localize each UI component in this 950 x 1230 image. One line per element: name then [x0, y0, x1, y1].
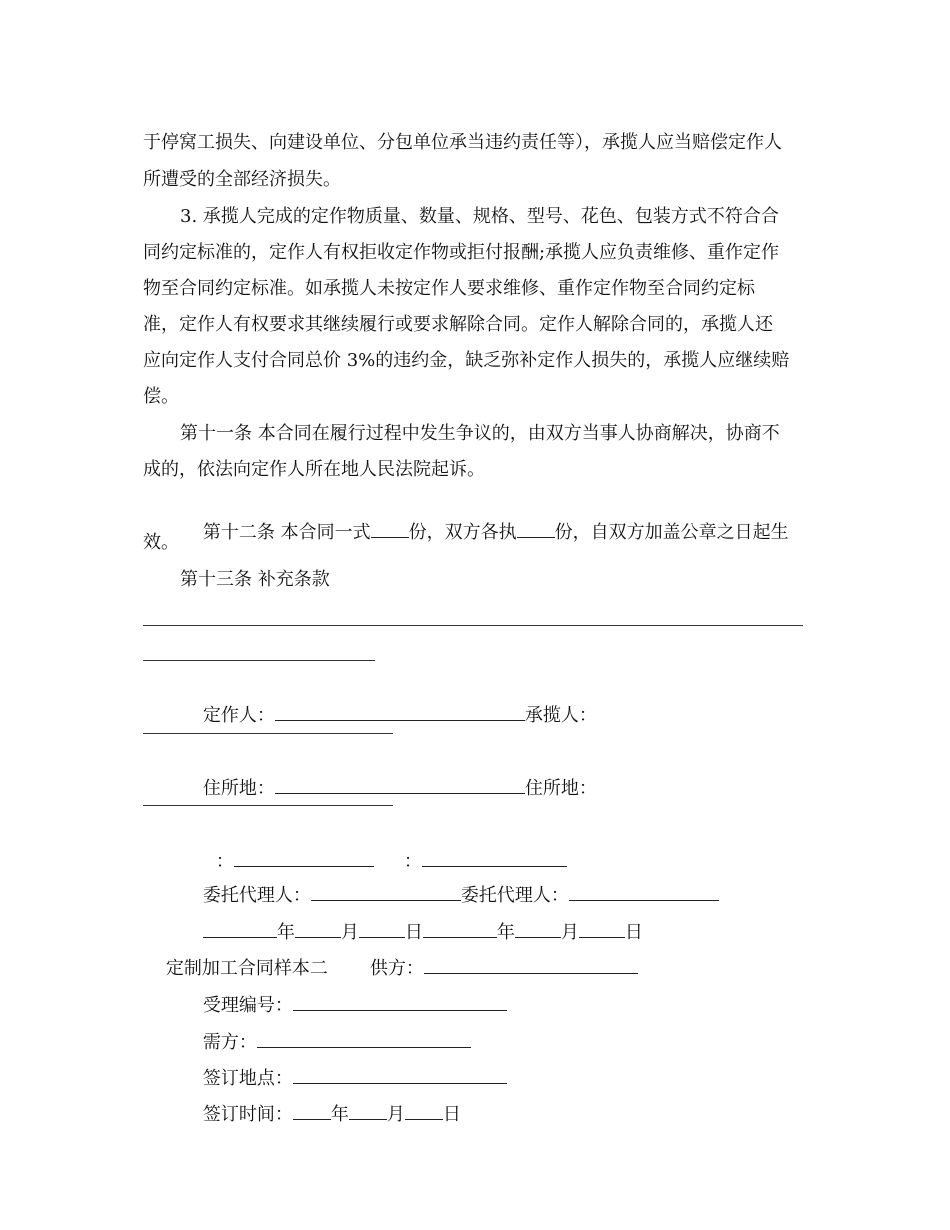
month-a-label: 月 [340, 922, 359, 943]
text-line: 所遭受的全部经济损失。 [143, 169, 341, 190]
text-line: 同约定标准的，定作人有权拒收定作物或拒付报酬;承揽人应负责维修、重作定作 [143, 242, 780, 263]
agent-b-label: 委托代理人： [460, 885, 569, 906]
text-line: 于停窝工损失、向建设单位、分包单位承当违约责任等），承揽人应当赔偿定作人 [143, 132, 782, 153]
party-b-label: 承揽人： [524, 705, 597, 726]
address-a-blank [275, 775, 525, 794]
address-line [180, 751, 597, 799]
address-b-label: 住所地： [524, 778, 597, 799]
party-a-label: 定作人： [202, 705, 275, 726]
buyer-label: 需方： [202, 1032, 257, 1053]
text-line: 物至合同约定标准。如承揽人未按定作人要求维修、重作定作物至合同约定标 [143, 278, 755, 299]
year-a-label: 年 [276, 922, 295, 943]
sign-place-line [180, 1041, 507, 1089]
text-line: 3. 承揽人完成的定作物质量、数量、规格、型号、花色、包装方式不符合合 [180, 206, 779, 227]
copies-each-blank [517, 519, 555, 538]
party-a-blank [275, 702, 525, 721]
party-line [180, 678, 597, 726]
day-b-label: 日 [624, 922, 643, 943]
text-line: 效。 [143, 532, 179, 553]
article-12-prefix: 第十二条 本合同一式 [202, 522, 371, 543]
text-line: 应向定作人支付合同总价 3%的违约金，缺乏弥补定作人损失的，承揽人应继续赔 [143, 350, 790, 371]
article-13-heading: 第十三条 补充条款 [180, 569, 330, 590]
article-12-suffix: 份，自双方加盖公章之日起生 [554, 522, 789, 543]
sign-year-label: 年 [330, 1104, 349, 1125]
sample2-title: 定制加工合同样本二 [165, 958, 328, 979]
sign-place-label: 签订地点： [202, 1068, 293, 1089]
article-12-mid: 份，双方各执 [408, 522, 517, 543]
agent-line [180, 858, 719, 906]
year-b-label: 年 [496, 922, 515, 943]
agent-a-label: 委托代理人： [202, 885, 311, 906]
receipt-line [180, 968, 507, 1016]
text-line: 第十一条 本合同在履行过程中发生争议的，由双方当事人协商解决，协商不 [180, 423, 780, 444]
sign-time-label: 签订时间： [202, 1104, 293, 1125]
copies-total-blank [371, 519, 409, 538]
text-line: 成的，依法向定作人所在地人民法院起诉。 [143, 459, 485, 480]
colon-b: ： [403, 851, 422, 872]
receipt-label: 受理编号： [202, 995, 293, 1016]
month-b-label: 月 [560, 922, 579, 943]
address-b-blank [143, 805, 393, 806]
sign-day-blank [405, 1101, 443, 1120]
sign-month-blank [349, 1101, 387, 1120]
party-b-blank [143, 733, 393, 734]
extra-field-line [193, 824, 567, 872]
supplement-rule [143, 660, 375, 661]
text-line: 偿。 [143, 386, 179, 407]
sign-year-blank [293, 1101, 331, 1120]
colon-a: ： [215, 851, 234, 872]
supplement-rule [143, 625, 803, 626]
address-a-label: 住所地： [202, 778, 275, 799]
sign-day-label: 日 [442, 1104, 461, 1125]
sign-time-line [180, 1077, 461, 1125]
article-12-line [180, 495, 789, 543]
sample2-title-line [143, 931, 638, 979]
buyer-line [180, 1005, 471, 1053]
supplier-label: 供方： [369, 958, 424, 979]
date-line [180, 895, 643, 943]
day-a-label: 日 [404, 922, 423, 943]
text-line: 准，定作人有权要求其继续履行或要求解除合同。定作人解除合同的，承揽人还 [143, 314, 773, 335]
sign-month-label: 月 [386, 1104, 405, 1125]
